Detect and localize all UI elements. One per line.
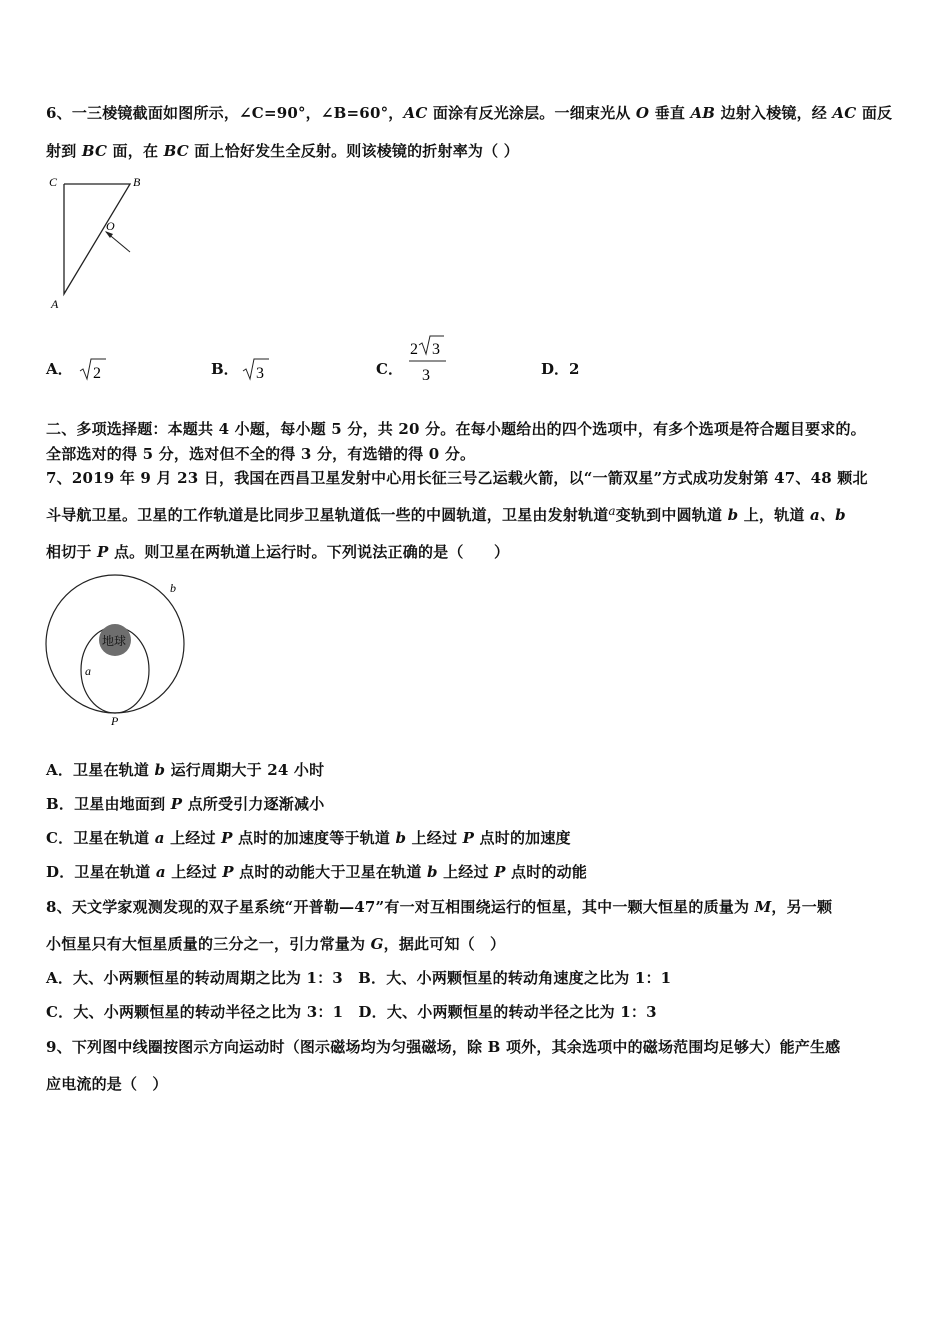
q6-var-o: O — [635, 104, 650, 122]
q6-option-c-fraction — [406, 334, 450, 386]
orbit-figure — [40, 574, 200, 730]
q7-var: a — [154, 829, 165, 847]
q6-text: 垂直 — [649, 104, 691, 122]
q8-line-2 — [46, 933, 505, 954]
q6-option-b — [211, 358, 239, 379]
q6-text: 6、一三棱镜截面如图所示，∠C=90°，∠B=60°， — [46, 104, 404, 122]
section-2-line-2: 全部选对的得 5 分，选对但不全的得 3 分，有选错的得 0 分。 — [46, 445, 476, 463]
q7-var: b — [395, 829, 407, 847]
option-value: 2 — [569, 360, 580, 378]
q7-var: b — [154, 761, 166, 779]
q7-option-b — [46, 793, 324, 814]
q6-var-bc: BC — [81, 142, 108, 160]
option-label: B． — [211, 360, 239, 378]
radicand: 3 — [432, 341, 440, 358]
prism-figure — [44, 172, 154, 314]
q7-var: P — [222, 863, 234, 881]
q6-var-bc: BC — [163, 142, 189, 160]
section-2-line-1: 二、多项选择题：本题共 4 小题，每小题 5 分，共 20 分。在每小题给出的四个选项中，有多个选项是符合题目要求的。 — [46, 420, 866, 438]
q7-text: 上经过 — [406, 829, 463, 847]
point-label-o: O — [106, 219, 115, 233]
q8-var-g: G — [370, 935, 384, 953]
q7-var-ab: a、b — [809, 506, 846, 524]
q8-options-cd: C．大、小两颗恒星的转动半径之比为 3：1 D．大、小两颗恒星的转动半径之比为 1：3 — [46, 1003, 657, 1021]
q7-text: B．卫星由地面到 — [46, 795, 171, 813]
vertex-label-b: B — [133, 175, 141, 189]
q9-line-1: 9、下列图中线圈按图示方向运动时（图示磁场均为匀强磁场，除 B 项外，其余选项中的磁场范围均足够大）能产生感 — [46, 1038, 841, 1056]
q7-text: 上经过 — [165, 863, 223, 881]
q6-text: 面涂有反光涂层。一细束光从 — [427, 104, 636, 122]
coefficient: 2 — [410, 341, 418, 358]
q7-line-2 — [46, 504, 846, 525]
q7-text: 上经过 — [164, 829, 222, 847]
q7-var-p: P — [97, 543, 109, 561]
option-label: A． — [46, 360, 73, 378]
q7-var: b — [426, 863, 438, 881]
q6-option-d — [541, 358, 579, 379]
q6-line-1 — [46, 102, 892, 123]
q7-var: P — [221, 829, 233, 847]
q6-text: 面上恰好发生全反射。则该棱镜的折射率为（ ） — [188, 142, 519, 160]
q6-var-ac: AC — [403, 104, 428, 122]
q7-text: 点。则卫星在两轨道上运行时。下列说法正确的是（ ） — [108, 543, 510, 561]
q8-text: ，据此可知（ ） — [383, 935, 506, 953]
q7-var: a — [155, 863, 166, 881]
orbit-a-label: a — [85, 664, 91, 678]
q7-text: C．卫星在轨道 — [46, 829, 155, 847]
vertex-label-c: C — [49, 175, 58, 189]
q7-text: 点时的加速度 — [474, 829, 571, 847]
q7-text: 点时的动能 — [505, 863, 588, 881]
denominator: 3 — [422, 367, 430, 384]
q6-option-a — [46, 358, 73, 379]
vertex-label-a: A — [51, 297, 59, 311]
q7-text: 上，轨道 — [738, 506, 810, 524]
q7-line-1: 7、2019 年 9 月 23 日，我国在西昌卫星发射中心用长征三号乙运载火箭，以“一箭双星”方式成功发射第 47、48 颗北 — [46, 469, 868, 487]
q6-line-2 — [46, 140, 519, 161]
q7-option-a — [46, 759, 324, 780]
q7-text: 点时的加速度等于轨道 — [232, 829, 396, 847]
q7-line-3 — [46, 541, 509, 562]
q7-text: 点所受引力逐渐减小 — [182, 795, 325, 813]
q7-text: 运行周期大于 24 小时 — [165, 761, 325, 779]
q7-text: 斗导航卫星。卫星的工作轨道是比同步卫星轨道低一些的中圆轨道，卫星由发射轨道 — [46, 506, 609, 524]
q6-text: 射到 — [46, 142, 82, 160]
point-p-label: P — [111, 714, 119, 728]
q6-text: 面反 — [856, 104, 893, 122]
q7-var: P — [494, 863, 506, 881]
radicand: 3 — [256, 365, 264, 382]
q7-var: P — [462, 829, 475, 847]
q6-var-ac: AC — [832, 104, 857, 122]
q8-text: 小恒星只有大恒星质量的三分之一，引力常量为 — [46, 935, 371, 953]
q7-var-a: a — [608, 504, 616, 518]
orbit-b-label: b — [170, 581, 176, 595]
q9-line-2: 应电流的是（ ） — [46, 1075, 168, 1093]
q6-option-b-sqrt — [241, 356, 271, 382]
q7-text: 变轨到中圆轨道 — [615, 506, 728, 524]
q6-text: 面，在 — [107, 142, 164, 160]
q8-text: 8、天文学家观测发现的双子星系统“开普勒—47”有一对互相围绕运行的恒星，其中一颗大恒星的质量为 — [46, 898, 755, 916]
q7-option-c — [46, 827, 571, 848]
q6-var-ab: AB — [690, 104, 716, 122]
q7-text: 点时的动能大于卫星在轨道 — [233, 863, 427, 881]
radicand: 2 — [93, 365, 101, 382]
option-label: C． — [376, 360, 403, 378]
q7-text: D．卫星在轨道 — [46, 863, 156, 881]
q7-var: P — [170, 795, 183, 813]
q6-option-a-sqrt — [78, 356, 108, 382]
q8-text: ，另一颗 — [771, 898, 833, 916]
prism-triangle — [64, 184, 130, 294]
q7-text: 上经过 — [437, 863, 495, 881]
q7-text: A．卫星在轨道 — [46, 761, 155, 779]
q8-options-ab: A．大、小两颗恒星的转动周期之比为 1：3 B．大、小两颗恒星的转动角速度之比为 1：1 — [46, 969, 672, 987]
earth-label: 地球 — [102, 634, 127, 648]
q8-line-1 — [46, 896, 832, 917]
option-label: D． — [541, 360, 570, 378]
q7-text: 相切于 — [46, 543, 98, 561]
q8-var-m: M — [754, 898, 772, 916]
q6-option-c — [376, 358, 403, 379]
q7-option-d — [46, 861, 587, 882]
q6-text: 边射入棱镜，经 — [715, 104, 833, 122]
q7-var-b: b — [727, 506, 739, 524]
